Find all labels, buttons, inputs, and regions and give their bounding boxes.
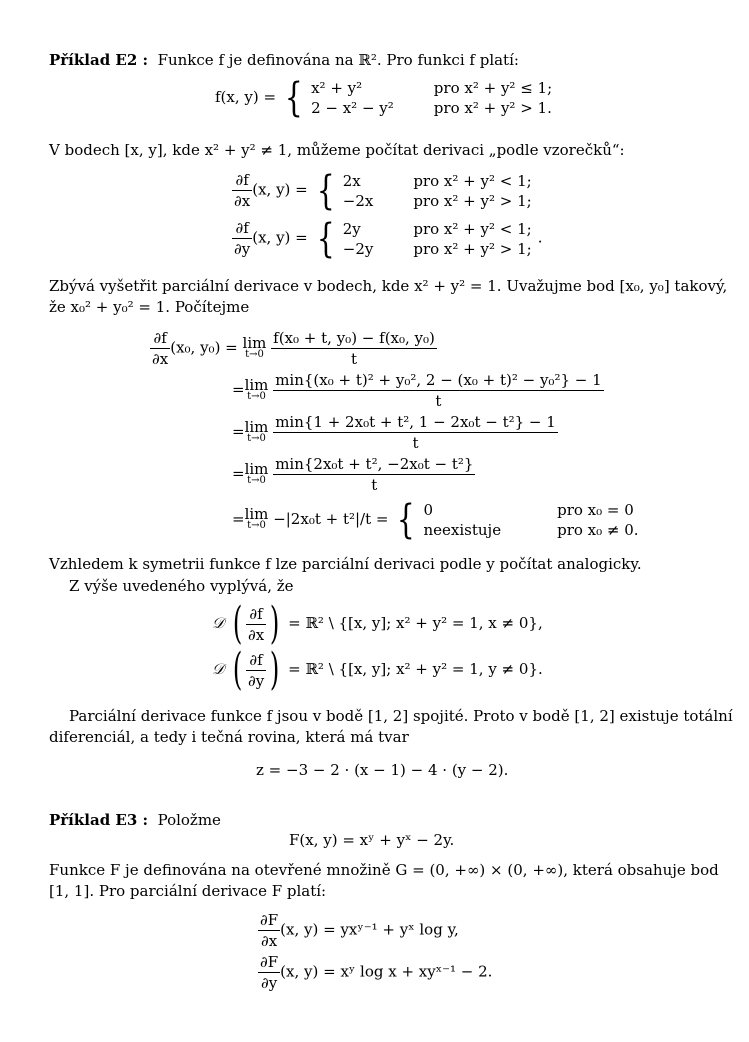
dfdx-equation [232,167,538,214]
limit-step-3: = lim t→0 $\frac{\text{min\{1 + 2x₀t + t², 1 − 2x₀t − t²\} − 1}}{t}$ [232,413,556,452]
dfdy-end: . [537,228,543,247]
dfdy-cases [343,219,538,259]
dFdx-equation [258,910,459,951]
limit-step-4: = lim t→0 $\frac{\text{min\{2x₀t + t², −2x₀t − t²\}}}{t}$ [232,455,474,494]
step3-num: min{1 + 2x₀t + t², 1 − 2x₀t − t²} − 1 [275,413,556,431]
right-paren: ) [270,598,280,649]
continuity-line-2: diferenciál, a tedy i tečná rovina, která má tvar [49,728,409,746]
step5-case2-val: neexistuje [423,521,502,539]
dfdy-num: ∂f [232,218,252,239]
step2-den: t [435,392,442,410]
defined-line-2: [1, 1]. Pro parciální derivace F platí: [49,882,327,900]
dFdx-den: ∂x [260,932,278,950]
left-brace: { [316,215,335,262]
limit-operator [244,459,269,487]
lim-label: lim [244,459,269,478]
domain-x-rhs: = ℝ² \ {[x, y]; x² + y² = 1, x ≠ 0}, [288,614,543,632]
lim-sub: t→0 [245,348,264,360]
step2-fraction [273,370,603,411]
lhs-den: ∂x [152,350,169,368]
remaining-line-1: Zbývá vyšetřit parciální derivace v bodech, kde x² + y² = 1. Uvažujme bod [x₀, y₀] takový, [49,277,728,295]
dfdy-case1-cond: pro x² + y² < 1; [413,219,532,238]
f-case1-cond: pro x² + y² ≤ 1; [433,79,553,97]
domain-dfdx [212,598,543,649]
step1-fraction [271,328,437,369]
F-definition: F(x, y) = xʸ + yˣ − 2y. [289,831,455,849]
f-case1-expr: x² + y² [311,79,363,97]
dfdx-lhs-tail: (x, y) = [252,180,308,199]
left-brace: { [284,75,303,121]
lim-label: lim [244,417,269,436]
left-paren: ( [232,644,243,695]
dFdy-fraction [258,952,280,993]
left-brace: { [316,167,335,214]
lim-label: lim [244,375,269,394]
limit-operator [242,333,267,361]
step5-case2-cond: pro x₀ ≠ 0. [557,521,639,539]
dFdy-num: ∂F [260,953,279,971]
defined-line-1: Funkce F je definována na otevřené množině G = (0, +∞) × (0, +∞), která obsahuje bod [49,861,719,879]
limit-operator [244,375,269,403]
domain-symbol: 𝒟 [212,660,224,678]
dfdx-cases [343,171,538,211]
remaining-line-2: že x₀² + y₀² = 1. Počítejme [49,298,250,316]
dfdx-case1-expr: 2x [342,171,361,190]
dfdx-case2-cond: pro x² + y² > 1; [413,191,532,210]
lim-sub: t→0 [247,474,266,486]
dFdy-den: ∂y [260,974,278,992]
domain-y-num: ∂f [246,650,266,671]
limit-operator [244,505,269,532]
example-e2-heading: Příklad E2 : [49,51,149,69]
lim-label: lim [242,333,267,352]
lim-sub: t→0 [247,520,266,531]
continuity-line-1: Parciální derivace funkce f jsou v bodě [1, 2] spojité. Proto v bodě [1, 2] existuje totální [69,707,733,725]
step5-cases [424,500,645,540]
dFdy-equation [258,952,492,993]
e2-intro-text: Funkce f je definována na ℝ². Pro funkci f platí: [157,51,519,69]
f-case2-cond: pro x² + y² > 1. [433,99,552,117]
lhs-fraction [150,328,170,369]
right-paren: ) [270,644,280,695]
dfdy-case2-cond: pro x² + y² > 1; [413,239,532,258]
step3-fraction [273,412,558,453]
lim-sub: t→0 [247,432,266,444]
lim-label: lim [244,505,269,523]
step4-fraction [273,454,475,495]
f-case2-expr: 2 − x² − y² [311,99,394,117]
dfdx-case1-cond: pro x² + y² < 1; [413,171,532,190]
left-brace: { [397,497,415,543]
dFdx-rhs: (x, y) = yxʸ⁻¹ + yˣ log y, [280,920,459,939]
limit-operator [244,417,269,445]
lim-sub: t→0 [247,390,266,402]
step5-expr: −|2x₀t + t²|/t = [273,510,389,528]
left-paren: ( [232,598,243,649]
dFdy-rhs: (x, y) = xʸ log x + xyˣ⁻¹ − 2. [280,962,493,981]
step5-case1-val: 0 [423,501,434,519]
domain-y-fraction [246,650,266,691]
f-cases [311,78,558,118]
limit-step-2: = lim t→0 $\frac{\text{min\{(x₀ + t)² + y₀², 2 − (x₀ + t)² − y₀²\} − 1}}{t}$ [232,371,602,410]
lhs-num: ∂f [150,328,170,349]
domain-x-fraction [246,604,266,645]
lhs-tail: (x₀, y₀) = [170,338,238,357]
step3-den: t [412,434,419,452]
e3-intro-text: Položme [157,811,221,829]
points-text: V bodech [x, y], kde x² + y² ≠ 1, můžeme počítat derivaci „podle vzorečků“: [49,141,625,159]
dfdy-equation [232,215,543,262]
dfdx-den: ∂x [234,192,251,210]
dfdy-case1-expr: 2y [342,219,361,238]
example-e2-intro [49,50,701,70]
dFdx-num: ∂F [260,911,279,929]
domain-dfdy [212,644,543,695]
step4-num: min{2x₀t + t², −2x₀t − t²} [275,455,474,473]
symmetry-text: Vzhledem k symetrii funkce f lze parciální derivaci podle y počítat analogicky. [49,555,642,573]
f-definition [215,75,558,121]
example-e3-intro [49,810,701,830]
f-lhs: f(x, y) = [215,88,277,106]
tangent-plane-equation: z = −3 − 2 · (x − 1) − 4 · (y − 2). [256,761,509,779]
domain-x-den: ∂x [247,625,265,644]
limit-step-1 [150,328,437,369]
dfdy-fraction [232,218,252,259]
limit-step-5: = lim t→0 −|2x₀t + t²|/t = { 0 pro x₀ = 0 neexistuje pro x₀ ≠ 0. [232,500,645,540]
domain-y-rhs: = ℝ² \ {[x, y]; x² + y² = 1, y ≠ 0}. [288,660,543,678]
domain-y-den: ∂y [247,671,265,690]
dFdx-fraction [258,910,280,951]
dfdy-den: ∂y [234,240,251,258]
step2-num: min{(x₀ + t)² + y₀², 2 − (x₀ + t)² − y₀²} − 1 [275,371,602,389]
dfdx-num: ∂f [232,170,252,191]
step5-case1-cond: pro x₀ = 0 [557,501,634,519]
example-e3-heading: Příklad E3 : [49,811,149,829]
dfdy-lhs-tail: (x, y) = [252,228,308,247]
dfdx-fraction [232,170,252,211]
dfdy-case2-expr: −2y [342,239,374,258]
domain-symbol: 𝒟 [212,614,224,632]
step4-den: t [371,476,378,494]
step1-num: f(x₀ + t, y₀) − f(x₀, y₀) [273,329,435,347]
conclusion-intro: Z výše uvedeného vyplývá, že [69,577,294,595]
dfdx-case2-expr: −2x [342,191,374,210]
domain-x-num: ∂f [246,604,266,625]
step1-den: t [351,350,358,368]
